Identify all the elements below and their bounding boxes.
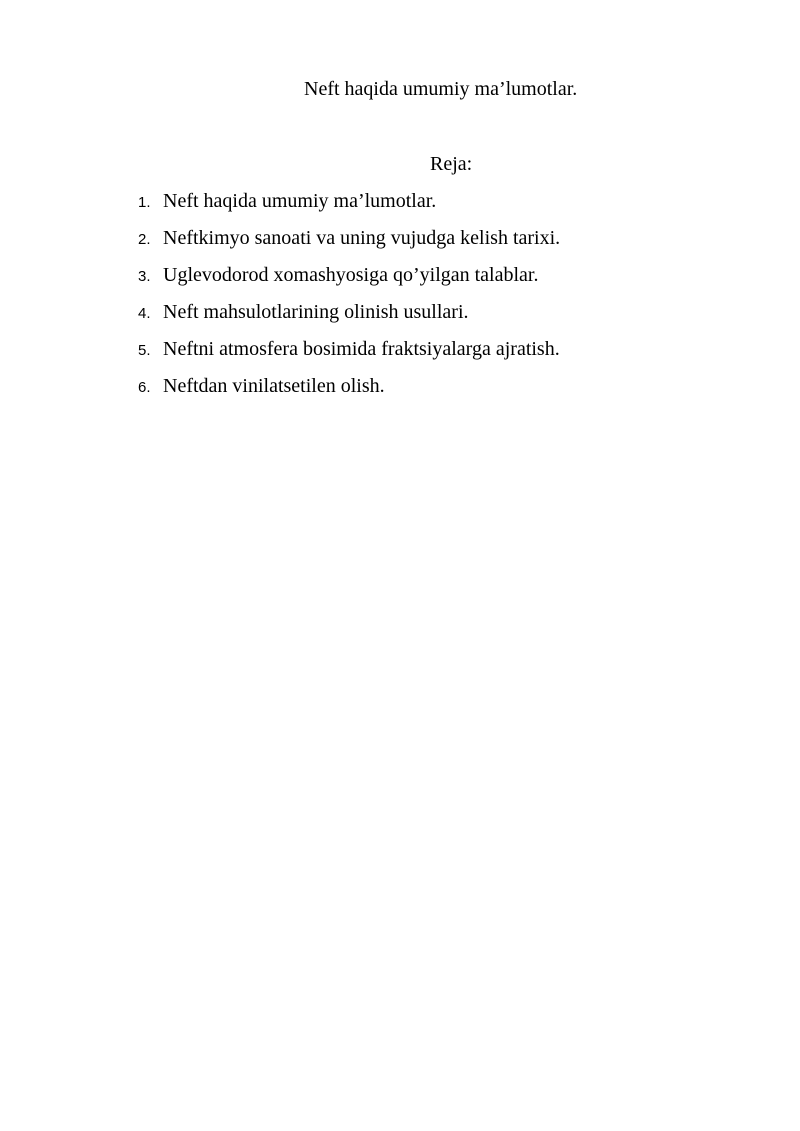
plan-list: [138, 188, 560, 410]
plan-item: [138, 262, 560, 299]
plan-item-text: Neftdan vinilatsetilen olish.: [163, 375, 385, 397]
document-title: Neft haqida umumiy ma’lumotlar.: [304, 78, 578, 100]
plan-item-text: Neft mahsulotlarining olinish usullari.: [163, 301, 469, 323]
plan-item-number: 3.: [138, 268, 151, 285]
plan-item-text: Neftkimyo sanoati va uning vujudga kelish tarixi.: [163, 227, 561, 249]
plan-item-number: 2.: [138, 231, 151, 248]
plan-item-number: 6.: [138, 379, 151, 396]
plan-item-number: 5.: [138, 342, 151, 359]
plan-item-text: Neft haqida umumiy ma’lumotlar.: [163, 190, 437, 212]
plan-item: [138, 225, 560, 262]
plan-heading: Reja:: [430, 153, 473, 175]
plan-item-number: 1.: [138, 194, 151, 211]
plan-item-text: Neftni atmosfera bosimida fraktsiyalarga ajratish.: [163, 338, 560, 360]
plan-item: [138, 336, 560, 373]
plan-item: [138, 299, 560, 336]
plan-item-number: 4.: [138, 305, 151, 322]
plan-item: [138, 373, 560, 410]
plan-item-text: Uglevodorod xomashyosiga qo’yilgan talablar.: [163, 264, 539, 286]
plan-item: [138, 188, 560, 225]
